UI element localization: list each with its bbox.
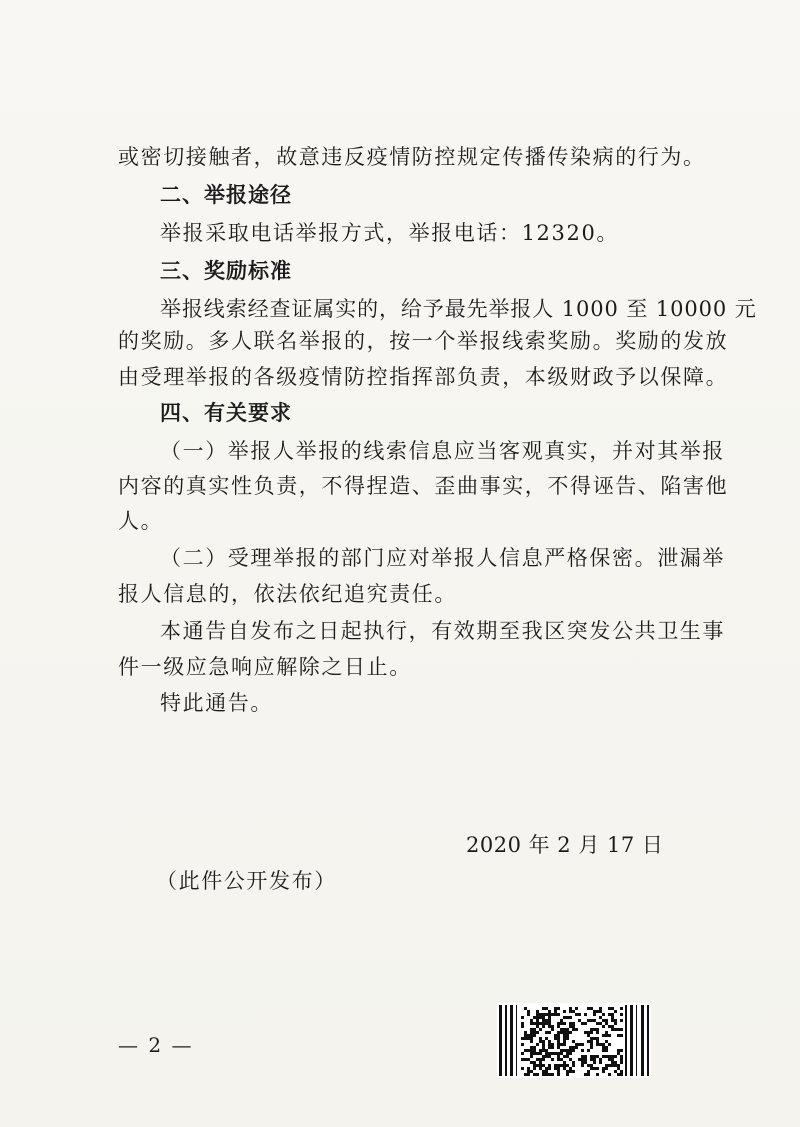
body-text-line: （一）举报人举报的线索信息应当客观真实，并对其举报 [160, 439, 725, 463]
body-text-line: 报人信息的，依法依纪追究责任。 [118, 582, 457, 606]
body-text-line: 举报线索经查证属实的，给予最先举报人 1000 至 10000 元 [160, 297, 757, 321]
section-heading-report-channel: 二、举报途径 [160, 183, 292, 207]
closing-text: 特此通告。 [160, 691, 273, 715]
barcode-graphic [497, 1003, 651, 1078]
body-text-line: 内容的真实性负责，不得捏造、歪曲事实，不得诬告、陷害他 [118, 474, 729, 498]
body-text-line: 的奖励。多人联名举报的，按一个举报线索奖励。奖励的发放 [118, 329, 729, 353]
body-text-line: 举报采取电话举报方式，举报电话：12320。 [160, 221, 620, 245]
body-text-line: （二）受理举报的部门应对举报人信息严格保密。泄漏举 [160, 546, 725, 570]
section-heading-reward-standard: 三、奖励标准 [160, 259, 292, 283]
barcode-image [497, 1003, 651, 1078]
publication-note: （此件公开发布） [156, 869, 337, 893]
body-text-line: 本通告自发布之日起执行，有效期至我区突发公共卫生事 [160, 619, 725, 643]
section-heading-requirements: 四、有关要求 [160, 401, 292, 425]
body-text-line: 人。 [118, 509, 164, 533]
issue-date: 2020 年 2 月 17 日 [466, 833, 664, 857]
body-text-line: 或密切接触者，故意违反疫情防控规定传播传染病的行为。 [118, 145, 706, 169]
body-text-line: 由受理举报的各级疫情防控指挥部负责，本级财政予以保障。 [118, 365, 729, 389]
body-text-line: 件一级应急响应解除之日止。 [118, 655, 412, 679]
page-number: — 2 — [118, 1033, 194, 1057]
